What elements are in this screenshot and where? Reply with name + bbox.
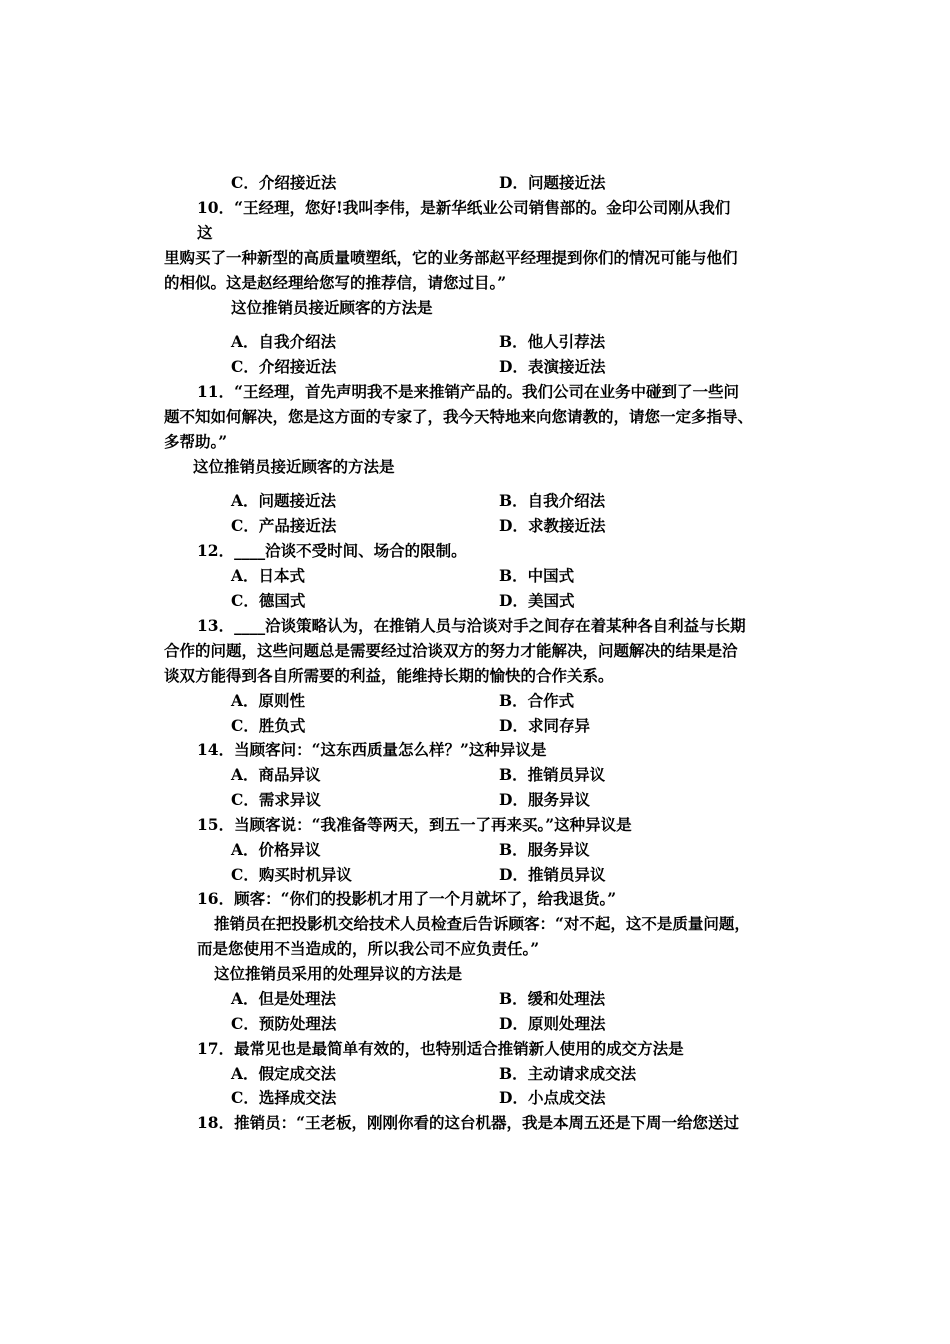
question-text: 推销员在把投影机交给技术人员检查后告诉顾客：“对不起，这不是质量问题， xyxy=(214,914,750,933)
option-text: C．选择成交法 xyxy=(231,1088,337,1107)
option-text: B．他人引荐法 xyxy=(499,332,606,351)
question-text: 10．“王经理，您好!我叫李伟，是新华纸业公司销售部的。金印公司刚从我们 xyxy=(197,198,731,217)
question-text: 14．当顾客问：“这东西质量怎么样？”这种异议是 xyxy=(197,740,547,759)
question-text: 里购买了一种新型的高质量喷塑纸，它的业务部赵平经理提到你们的情况可能与他们 xyxy=(164,248,738,267)
option-text: D．求教接近法 xyxy=(499,516,606,535)
question-text: 15．当顾客说：“我准备等两天，到五一了再来买。”这种异议是 xyxy=(197,815,632,834)
question-text: 的相似。这是赵经理给您写的推荐信，请您过目。” xyxy=(164,273,507,292)
question-text: 多帮助。” xyxy=(164,432,228,451)
option-text: B．主动请求成交法 xyxy=(499,1064,637,1083)
question-text: 11．“王经理，首先声明我不是来推销产品的。我们公司在业务中碰到了一些问 xyxy=(197,382,739,401)
option-text: C．购买时机异议 xyxy=(231,865,352,884)
option-text: A．商品异议 xyxy=(231,765,321,784)
question-prompt: 这位推销员接近顾客的方法是 xyxy=(231,298,433,317)
option-text: A．价格异议 xyxy=(231,840,321,859)
question-text: 谈双方能得到各自所需要的利益，能维持长期的愉快的合作关系。 xyxy=(164,666,614,685)
option-text: C．产品接近法 xyxy=(231,516,337,535)
question-prompt: 这位推销员采用的处理异议的方法是 xyxy=(214,964,463,983)
question-text: 这 xyxy=(197,223,213,242)
question-text: 题不知如何解决，您是这方面的专家了，我今天特地来向您请教的，请您一定多指导、 xyxy=(164,407,754,426)
option-text: A．原则性 xyxy=(231,691,306,710)
option-text: C．胜负式 xyxy=(231,716,306,735)
option-text: C．预防处理法 xyxy=(231,1014,337,1033)
option-text: D．问题接近法 xyxy=(499,173,606,192)
option-text: A．但是处理法 xyxy=(231,989,337,1008)
option-text: B．自我介绍法 xyxy=(499,491,606,510)
option-text: C．介绍接近法 xyxy=(231,357,337,376)
question-text: 16．顾客：“你们的投影机才用了一个月就坏了，给我退货。” xyxy=(197,889,617,908)
option-text: C．介绍接近法 xyxy=(231,173,337,192)
question-text: 13．____洽谈策略认为，在推销人员与洽谈对手之间存在着某种各自利益与长期 xyxy=(197,616,746,635)
option-text: B．服务异议 xyxy=(499,840,590,859)
option-text: D．原则处理法 xyxy=(499,1014,606,1033)
option-text: A．问题接近法 xyxy=(231,491,337,510)
option-text: C．需求异议 xyxy=(231,790,321,809)
question-text: 而是您使用不当造成的，所以我公司不应负责任。” xyxy=(197,939,540,958)
option-text: C．德国式 xyxy=(231,591,306,610)
question-text: 合作的问题，这些问题总是需要经过洽谈双方的努力才能解决，问题解决的结果是洽 xyxy=(164,641,738,660)
option-text: D．服务异议 xyxy=(499,790,590,809)
option-text: B．推销员异议 xyxy=(499,765,606,784)
question-text: 18．推销员：“王老板，刚刚你看的这台机器，我是本周五还是下周一给您送过 xyxy=(197,1113,739,1132)
question-text: 17．最常见也是最简单有效的，也特别适合推销新人使用的成交方法是 xyxy=(197,1039,684,1058)
question-prompt: 这位推销员接近顾客的方法是 xyxy=(193,457,395,476)
option-text: B．合作式 xyxy=(499,691,575,710)
option-text: B．中国式 xyxy=(499,566,575,585)
option-text: A．假定成交法 xyxy=(231,1064,337,1083)
option-text: D．表演接近法 xyxy=(499,357,606,376)
option-text: B．缓和处理法 xyxy=(499,989,606,1008)
option-text: D．美国式 xyxy=(499,591,575,610)
option-text: D．推销员异议 xyxy=(499,865,606,884)
option-text: D．小点成交法 xyxy=(499,1088,606,1107)
question-text: 12．____洽谈不受时间、场合的限制。 xyxy=(197,541,467,560)
option-text: D．求同存异 xyxy=(499,716,590,735)
option-text: A．日本式 xyxy=(231,566,306,585)
option-text: A．自我介绍法 xyxy=(231,332,337,351)
